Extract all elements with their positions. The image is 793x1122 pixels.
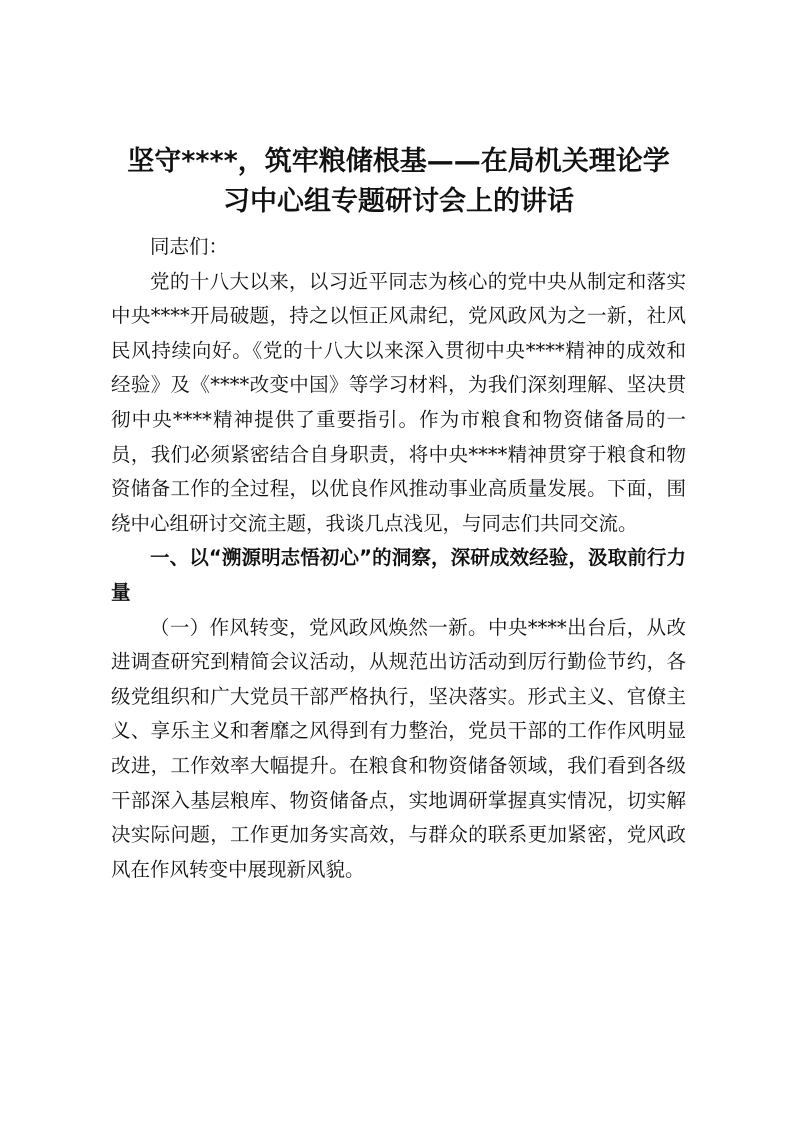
title-line-2: 习中心组专题研讨会上的讲话	[223, 186, 574, 217]
subsection-heading-1: （一）作风转变，党风政风焕然一新。	[150, 615, 488, 639]
subsection-paragraph-1	[111, 611, 686, 888]
salutation: 同志们：	[150, 235, 229, 258]
intro-paragraph: 党的十八大以来，以习近平同志为核心的党中央从制定和落实中央****开局破题，持之以恒正风肃纪，党风政风为之一新，社风民风持续向好。《党的十八大以来深入贯彻中央****精神的成效和经验》及《****改变中国》等学习材料，为我们深刻理解、坚决贯彻中央****精神提供了重要指引。作为市粮食和物资储备局的一员，我们必须紧密结合自身职责，将中央****精神贯穿于粮食和物资储备工作的全过程，以优良作风推动事业高质量发展。下面，围绕中心组研讨交流主题，我谈几点浅见，与同志们共同交流。	[111, 269, 686, 535]
document-title	[111, 142, 686, 222]
subsection-body-1: 中央****出台后，从改进调查研究到精简会议活动，从规范出访活动到厉行勤俭节约，各级党组织和广大党员干部严格执行，坚决落实。形式主义、官僚主义、享乐主义和奢靡之风得到有力整治，党员干部的工作作风明显改进，工作效率大幅提升。在粮食和物资储备领域，我们看到各级干部深入基层粮库、物资储备点，实地调研掌握真实情况，切实解决实际问题，工作更加务实高效，与群众的联系更加紧密，党风政风在作风转变中展现新风貌。	[111, 615, 686, 881]
document-page	[111, 142, 686, 887]
section-heading-1: 一、以“溯源明志悟初心”的洞察，深研成效经验，汲取前行力量	[111, 546, 686, 604]
title-line-1: 坚守****，筑牢粮储根基——在局机关理论学	[127, 146, 670, 177]
